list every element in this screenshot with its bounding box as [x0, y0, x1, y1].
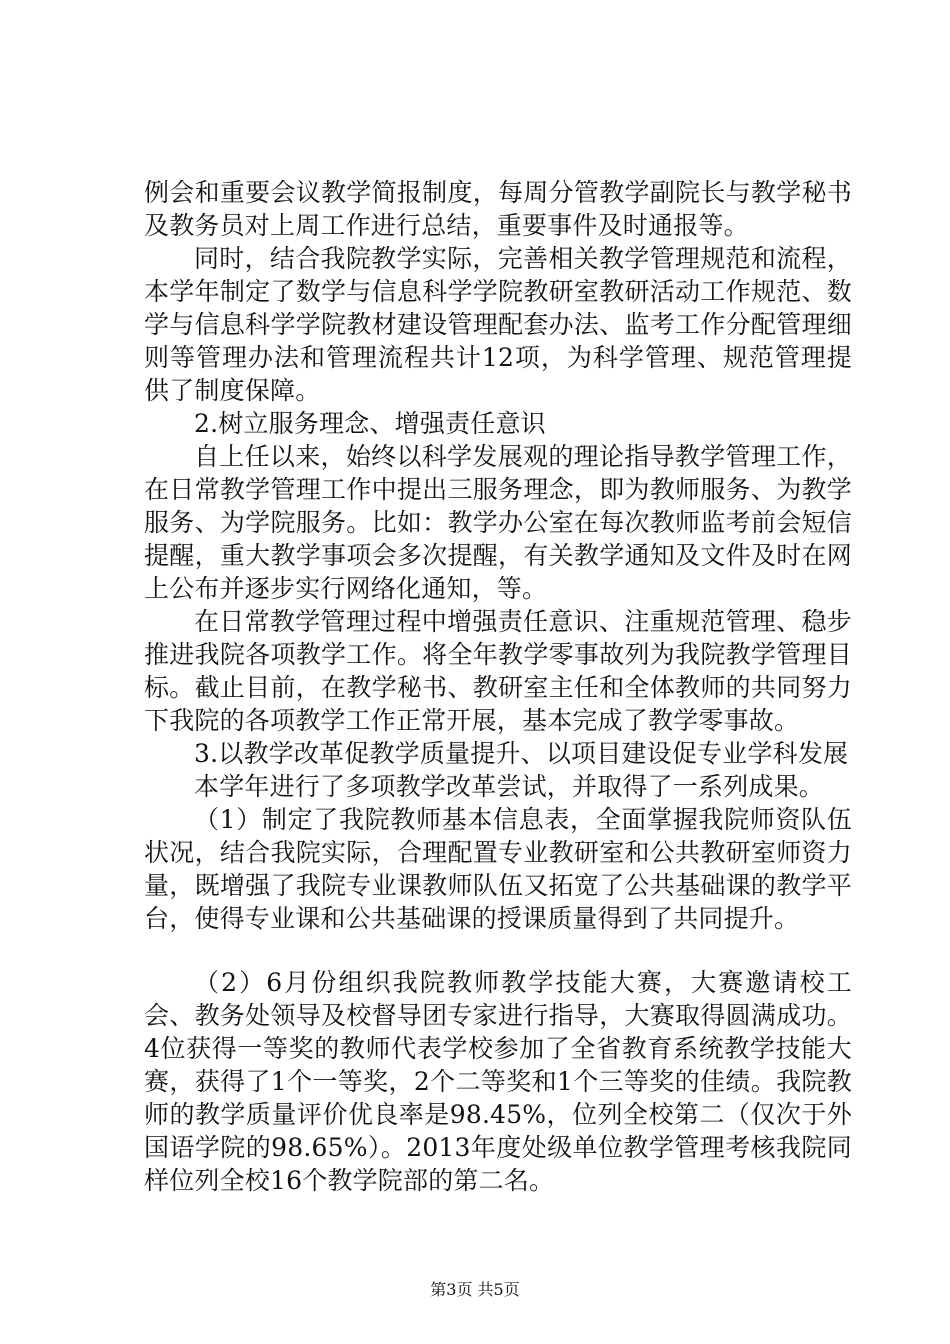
paragraph-reform-item-1: （1）制定了我院教师基本信息表，全面掌握我院师资队伍状况，结合我院实际，合理配置专业教研室和公共教研室师资力量，既增强了我院专业课教师队伍又拓宽了公共基础课的教学平台，使得专业课和公共基础课的授课质量得到了共同提升。 — [144, 805, 852, 933]
paragraph-responsibility: 在日常教学管理过程中增强责任意识、注重规范管理、稳步推进我院各项教学工作。将全年教学零事故列为我院教学管理目标。截止目前，在教学秘书、教研室主任和全体教师的共同努力下我院的各项教学工作正常开展，基本完成了教学零事故。 — [144, 607, 852, 735]
paragraph-management-norms: 同时，结合我院教学实际，完善相关教学管理规范和流程，本学年制定了数学与信息科学学院教研室教研活动工作规范、数学与信息科学学院教材建设管理配套办法、监考工作分配管理细则等管理办法和管理流程共计12项，为科学管理、规范管理提供了制度保障。 — [144, 244, 852, 405]
page-number: 第3页 共5页 — [430, 1280, 520, 1299]
paragraph-meeting-system: 例会和重要会议教学简报制度，每周分管教学副院长与教学秘书及教务员对上周工作进行总结，重要事件及时通报等。 — [144, 178, 852, 240]
page-footer — [0, 1280, 950, 1300]
section-heading-service-concept: 2.树立服务理念、增强责任意识 — [194, 409, 546, 438]
section-heading-teaching-reform: 3.以教学改革促教学质量提升、以项目建设促专业学科发展 — [194, 739, 849, 768]
paragraph-service-concept: 自上任以来，始终以科学发展观的理论指导教学管理工作，在日常教学管理工作中提出三服务理念，即为教师服务、为教学服务、为学院服务。比如：教学办公室在每次教师监考前会短信提醒，重大教学事项会多次提醒，有关教学通知及文件及时在网上公布并逐步实行网络化通知，等。 — [144, 442, 852, 603]
paragraph-reform-item-2: （2）6月份组织我院教师教学技能大赛，大赛邀请校工会、教务处领导及校督导团专家进行指导，大赛取得圆满成功。4位获得一等奖的教师代表学校参加了全省教育系统教学技能大赛，获得了1个一等奖，2个二等奖和1个三等奖的佳绩。我院教师的教学质量评价优良率是98.45%，位列全校第二（仅次于外国语学院的98.65%）。2013年度处级单位教学管理考核我院同样位列全校16个教学院部的第二名。 — [144, 968, 852, 1195]
paragraph-reform-intro: 本学年进行了多项教学改革尝试，并取得了一系列成果。 — [194, 772, 825, 801]
document-body — [144, 176, 852, 1197]
